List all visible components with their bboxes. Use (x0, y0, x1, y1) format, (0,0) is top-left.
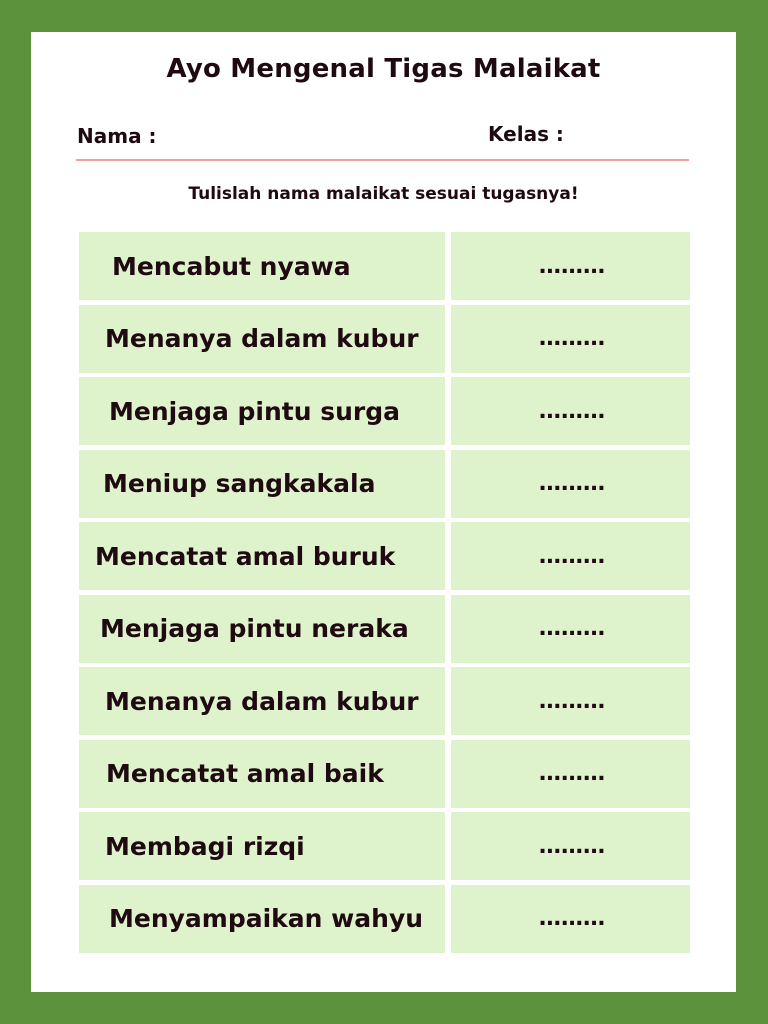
worksheet-title: Ayo Mengenal Tigas Malaikat (166, 54, 601, 84)
task-cell: Menjaga pintu neraka (79, 595, 445, 663)
worksheet (31, 32, 736, 992)
kelas-label: Kelas : (488, 122, 564, 146)
task-cell: Menanya dalam kubur (79, 305, 445, 373)
task-cell: Meniup sangkakala (79, 450, 445, 518)
answer-blank[interactable]: ......... (451, 450, 690, 518)
name-line (76, 159, 689, 161)
answer-blank[interactable]: ......... (451, 812, 690, 880)
answer-blank[interactable]: ......... (451, 377, 690, 445)
answer-blank[interactable]: ......... (451, 667, 690, 735)
table-row (79, 667, 690, 735)
answer-blank[interactable]: ......... (451, 522, 690, 590)
answer-blank[interactable]: ......... (451, 740, 690, 808)
table-row (79, 305, 690, 373)
task-cell: Menyampaikan wahyu (79, 885, 445, 953)
table-row (79, 450, 690, 518)
instruction: Tulislah nama malaikat sesuai tugasnya! (188, 184, 579, 204)
nama-label: Nama : (77, 124, 157, 148)
table-row (79, 740, 690, 808)
table-row (79, 377, 690, 445)
task-cell: Mencatat amal buruk (79, 522, 445, 590)
answer-blank[interactable]: ......... (451, 305, 690, 373)
task-cell: Menjaga pintu surga (79, 377, 445, 445)
task-table (79, 232, 690, 957)
answer-blank[interactable]: ......... (451, 885, 690, 953)
table-row (79, 595, 690, 663)
task-cell: Mencabut nyawa (79, 232, 445, 300)
table-row (79, 885, 690, 953)
task-cell: Membagi rizqi (79, 812, 445, 880)
task-cell: Mencatat amal baik (79, 740, 445, 808)
answer-blank[interactable]: ......... (451, 232, 690, 300)
answer-blank[interactable]: ......... (451, 595, 690, 663)
table-row (79, 232, 690, 300)
table-row (79, 522, 690, 590)
task-cell: Menanya dalam kubur (79, 667, 445, 735)
table-row (79, 812, 690, 880)
